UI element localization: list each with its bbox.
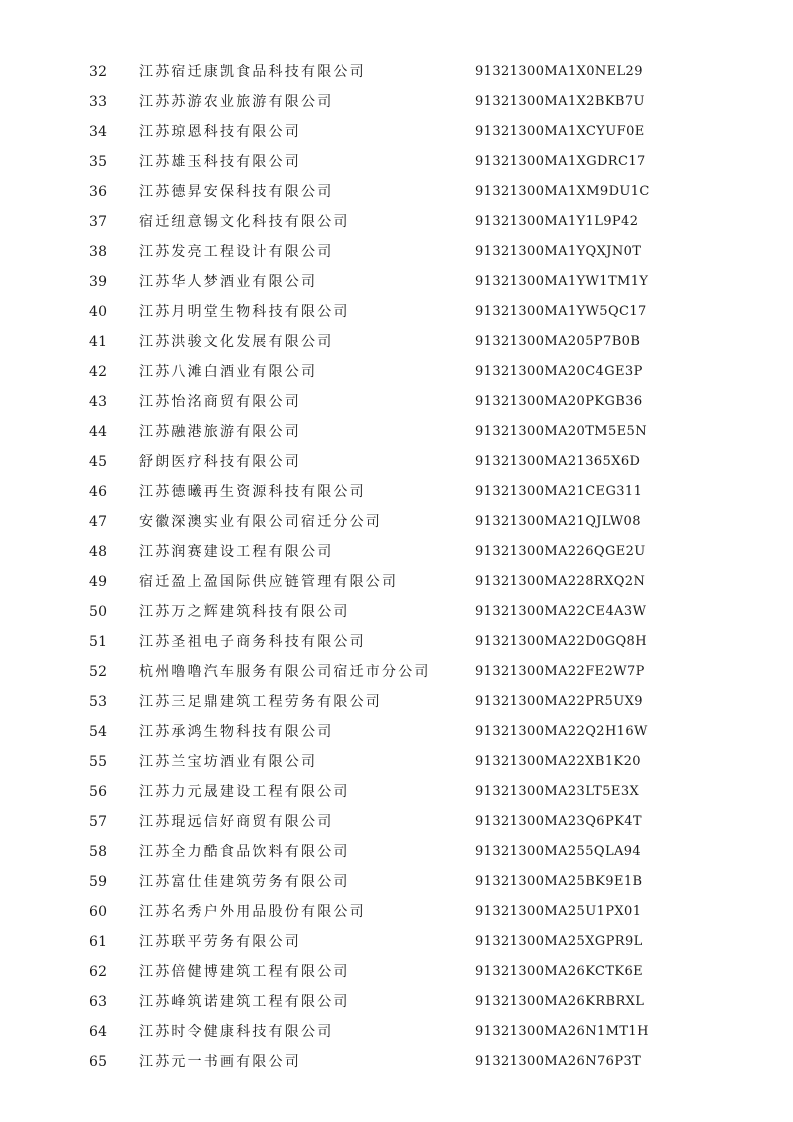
company-name: 江苏润赛建设工程有限公司 [139, 544, 334, 560]
credit-code: 91321300MA26N76P3T [475, 1054, 642, 1069]
row-number: 46 [89, 484, 108, 500]
table-row [0, 927, 793, 957]
row-number: 44 [89, 424, 108, 440]
table-row [0, 867, 793, 897]
credit-code: 91321300MA23LT5E3X [475, 784, 640, 799]
table-row [0, 87, 793, 117]
company-name: 杭州噜噜汽车服务有限公司宿迁市分公司 [139, 664, 431, 680]
credit-code: 91321300MA25BK9E1B [475, 874, 643, 889]
credit-code: 91321300MA1XGDRC17 [475, 154, 646, 169]
row-number: 48 [89, 544, 108, 560]
company-name: 宿迁纽意锡文化科技有限公司 [139, 214, 350, 230]
table-row [0, 117, 793, 147]
row-number: 54 [89, 724, 108, 740]
company-name: 江苏时令健康科技有限公司 [139, 1024, 334, 1040]
table-row [0, 777, 793, 807]
credit-code: 91321300MA20TM5E5N [475, 424, 647, 439]
company-name: 江苏发亮工程设计有限公司 [139, 244, 334, 260]
table-row [0, 297, 793, 327]
credit-code: 91321300MA1X2BKB7U [475, 94, 645, 109]
row-number: 59 [89, 874, 108, 890]
credit-code: 91321300MA22Q2H16W [475, 724, 648, 739]
company-name: 江苏万之辉建筑科技有限公司 [139, 604, 350, 620]
company-name: 江苏富仕佳建筑劳务有限公司 [139, 874, 350, 890]
row-number: 65 [89, 1054, 108, 1070]
credit-code: 91321300MA22D0GQ8H [475, 634, 647, 649]
row-number: 58 [89, 844, 108, 860]
row-number: 53 [89, 694, 108, 710]
row-number: 42 [89, 364, 108, 380]
credit-code: 91321300MA22CE4A3W [475, 604, 647, 619]
table-row [0, 207, 793, 237]
company-name: 江苏圣祖电子商务科技有限公司 [139, 634, 366, 650]
table-row [0, 957, 793, 987]
company-name: 宿迁盈上盈国际供应链管理有限公司 [139, 574, 399, 590]
credit-code: 91321300MA22PR5UX9 [475, 694, 643, 709]
table-row [0, 987, 793, 1017]
company-name: 江苏洪骏文化发展有限公司 [139, 334, 334, 350]
company-name: 江苏元一书画有限公司 [139, 1054, 301, 1070]
company-name: 江苏全力酷食品饮料有限公司 [139, 844, 350, 860]
row-number: 64 [89, 1024, 108, 1040]
table-row [0, 57, 793, 87]
company-name: 安徽深澳实业有限公司宿迁分公司 [139, 514, 382, 530]
table-row [0, 1017, 793, 1047]
row-number: 62 [89, 964, 108, 980]
table-row [0, 837, 793, 867]
table-row [0, 657, 793, 687]
credit-code: 91321300MA22XB1K20 [475, 754, 641, 769]
row-number: 60 [89, 904, 108, 920]
company-name: 江苏名秀户外用品股份有限公司 [139, 904, 366, 920]
table-row [0, 1047, 793, 1077]
table-row [0, 357, 793, 387]
table-row [0, 447, 793, 477]
row-number: 45 [89, 454, 108, 470]
company-name: 江苏月明堂生物科技有限公司 [139, 304, 350, 320]
company-name: 江苏琨远信好商贸有限公司 [139, 814, 334, 830]
company-name: 江苏宿迁康凯食品科技有限公司 [139, 64, 366, 80]
credit-code: 91321300MA25U1PX01 [475, 904, 642, 919]
table-row [0, 507, 793, 537]
row-number: 49 [89, 574, 108, 590]
table-row [0, 327, 793, 357]
row-number: 47 [89, 514, 108, 530]
table-row [0, 147, 793, 177]
table-row [0, 237, 793, 267]
credit-code: 91321300MA26KCTK6E [475, 964, 644, 979]
row-number: 57 [89, 814, 108, 830]
row-number: 35 [89, 154, 108, 170]
row-number: 56 [89, 784, 108, 800]
credit-code: 91321300MA26N1MT1H [475, 1024, 649, 1039]
table-row [0, 417, 793, 447]
row-number: 39 [89, 274, 108, 290]
credit-code: 91321300MA226QGE2U [475, 544, 646, 559]
company-name: 江苏融港旅游有限公司 [139, 424, 301, 440]
credit-code: 91321300MA1XCYUF0E [475, 124, 645, 139]
row-number: 63 [89, 994, 108, 1010]
company-name: 江苏联平劳务有限公司 [139, 934, 301, 950]
credit-code: 91321300MA1YW1TM1Y [475, 274, 649, 289]
credit-code: 91321300MA1YW5QC17 [475, 304, 647, 319]
company-name: 江苏琼恩科技有限公司 [139, 124, 301, 140]
table-row [0, 627, 793, 657]
credit-code: 91321300MA228RXQ2N [475, 574, 646, 589]
table-row [0, 897, 793, 927]
credit-code: 91321300MA26KRBRXL [475, 994, 645, 1009]
row-number: 36 [89, 184, 108, 200]
table-row [0, 537, 793, 567]
row-number: 43 [89, 394, 108, 410]
row-number: 40 [89, 304, 108, 320]
company-name: 江苏三足鼎建筑工程劳务有限公司 [139, 694, 382, 710]
row-number: 34 [89, 124, 108, 140]
row-number: 38 [89, 244, 108, 260]
credit-code: 91321300MA1YQXJN0T [475, 244, 642, 259]
company-name: 江苏德曦再生资源科技有限公司 [139, 484, 366, 500]
company-name: 江苏峰筑诺建筑工程有限公司 [139, 994, 350, 1010]
row-number: 37 [89, 214, 108, 230]
row-number: 61 [89, 934, 108, 950]
company-name: 江苏倍健博建筑工程有限公司 [139, 964, 350, 980]
credit-code: 91321300MA255QLA94 [475, 844, 642, 859]
row-number: 55 [89, 754, 108, 770]
company-name: 江苏德昇安保科技有限公司 [139, 184, 334, 200]
row-number: 52 [89, 664, 108, 680]
row-number: 33 [89, 94, 108, 110]
company-name: 江苏苏游农业旅游有限公司 [139, 94, 334, 110]
table-row [0, 387, 793, 417]
table-row [0, 597, 793, 627]
table-row [0, 177, 793, 207]
row-number: 32 [89, 64, 108, 80]
table-row [0, 477, 793, 507]
company-name: 江苏兰宝坊酒业有限公司 [139, 754, 318, 770]
company-name: 江苏八滩白酒业有限公司 [139, 364, 318, 380]
table-row [0, 747, 793, 777]
credit-code: 91321300MA1XM9DU1C [475, 184, 650, 199]
table-row [0, 717, 793, 747]
credit-code: 91321300MA1Y1L9P42 [475, 214, 639, 229]
company-name: 江苏承鸿生物科技有限公司 [139, 724, 334, 740]
row-number: 41 [89, 334, 108, 350]
row-number: 51 [89, 634, 108, 650]
table-row [0, 267, 793, 297]
company-list [0, 57, 793, 1077]
company-name: 江苏力元晟建设工程有限公司 [139, 784, 350, 800]
credit-code: 91321300MA22FE2W7P [475, 664, 645, 679]
table-row [0, 567, 793, 597]
table-row [0, 807, 793, 837]
credit-code: 91321300MA20C4GE3P [475, 364, 643, 379]
company-name: 江苏怡洺商贸有限公司 [139, 394, 301, 410]
credit-code: 91321300MA21365X6D [475, 454, 641, 469]
company-name: 江苏华人梦酒业有限公司 [139, 274, 318, 290]
credit-code: 91321300MA21CEG311 [475, 484, 643, 499]
credit-code: 91321300MA21QJLW08 [475, 514, 641, 529]
credit-code: 91321300MA23Q6PK4T [475, 814, 642, 829]
credit-code: 91321300MA205P7B0B [475, 334, 641, 349]
company-name: 江苏雄玉科技有限公司 [139, 154, 301, 170]
company-name: 舒朗医疗科技有限公司 [139, 454, 301, 470]
credit-code: 91321300MA20PKGB36 [475, 394, 643, 409]
credit-code: 91321300MA1X0NEL29 [475, 64, 643, 79]
table-row [0, 687, 793, 717]
row-number: 50 [89, 604, 108, 620]
credit-code: 91321300MA25XGPR9L [475, 934, 643, 949]
